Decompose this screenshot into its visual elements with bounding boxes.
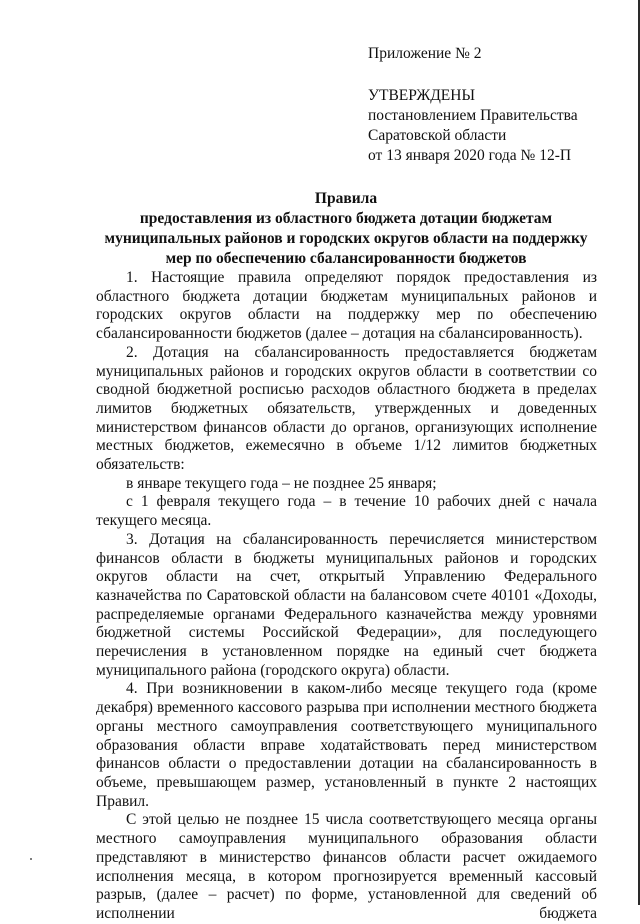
spacer (368, 64, 578, 86)
title-line-4: мер по обеспечению сбалансированности бюджетов (165, 250, 527, 267)
approval-line-1: постановлением Правительства (368, 107, 578, 124)
paragraph-4: с 1 февраля текущего года – в течение 10 рабочих дней с начала текущего месяца. (96, 493, 597, 530)
paragraph-7: С этой целью не позднее 15 числа соответствующего месяца органы местного самоуправления муниципального образования области представляют в министерство финансов области расчет ожидаемого исполнения месяца, в котором прогнозируется временный кассовый разрыв, (далее – расчет) по форме, установленной для сведений об исполнении бюджета (96, 811, 597, 922)
document-title (96, 189, 596, 269)
approved-label: УТВЕРЖДЕНЫ (368, 87, 475, 104)
paragraph-3: в январе текущего года – не позднее 25 января; (126, 474, 437, 492)
paragraph-5: 3. Дотация на сбалансированность перечисляется министерством финансов области в бюджеты муниципальных районов и городских округов области на счет, открытый Управлению Федерального казначейства по Саратовской области на балансовом счете 40101 «Доходы, распределяемые органами Федерального казначейства между уровнями бюджетной системы Российской Федерации», для последующего перечисления в установленном порядке на единый счет бюджета муниципального района (городского округа) области. (96, 530, 597, 679)
appendix-label: Приложение № 2 (368, 45, 482, 62)
document-body (96, 269, 597, 924)
title-line-1: Правила (314, 190, 378, 207)
scan-speck (30, 858, 32, 860)
approval-line-3: от 13 января 2020 года № 12-П (368, 147, 572, 164)
approval-block (368, 44, 578, 166)
title-line-3: муниципальных районов и городских округов области на поддержку (104, 230, 588, 247)
approval-line-2: Саратовской области (368, 127, 507, 144)
paragraph-1: 1. Настоящие правила определяют порядок предоставления из областного бюджета дотации бюджетам муниципальных районов и городских округов области на поддержку мер по обеспечению сбалансированности бюджетов (далее – дотация на сбалансированность). (96, 269, 597, 343)
paragraph-6: 4. При возникновении в каком-либо месяце текущего года (кроме декабря) временного кассового разрыва при исполнении местного бюджета органы местного самоуправления соответствующего муниципального образования области вправе ходатайствовать перед министерством финансов области о предоставлении дотации на сбалансированность в объеме, превышающем размер, установленный в пункте 2 настоящих Правил. (96, 680, 597, 810)
title-line-2: предоставления из областного бюджета дотации бюджетам (139, 210, 553, 227)
paragraph-2: 2. Дотация на сбалансированность предоставляется бюджетам муниципальных районов и городских округов области в соответствии со сводной бюджетной росписью расходов областного бюджета в пределах лимитов бюджетных обязательств, утвержденных и доведенных министерством финансов области до органов, организующих исполнение местных бюджетов, ежемесячно в объеме 1/12 лимитов бюджетных обязательств: (96, 343, 597, 474)
